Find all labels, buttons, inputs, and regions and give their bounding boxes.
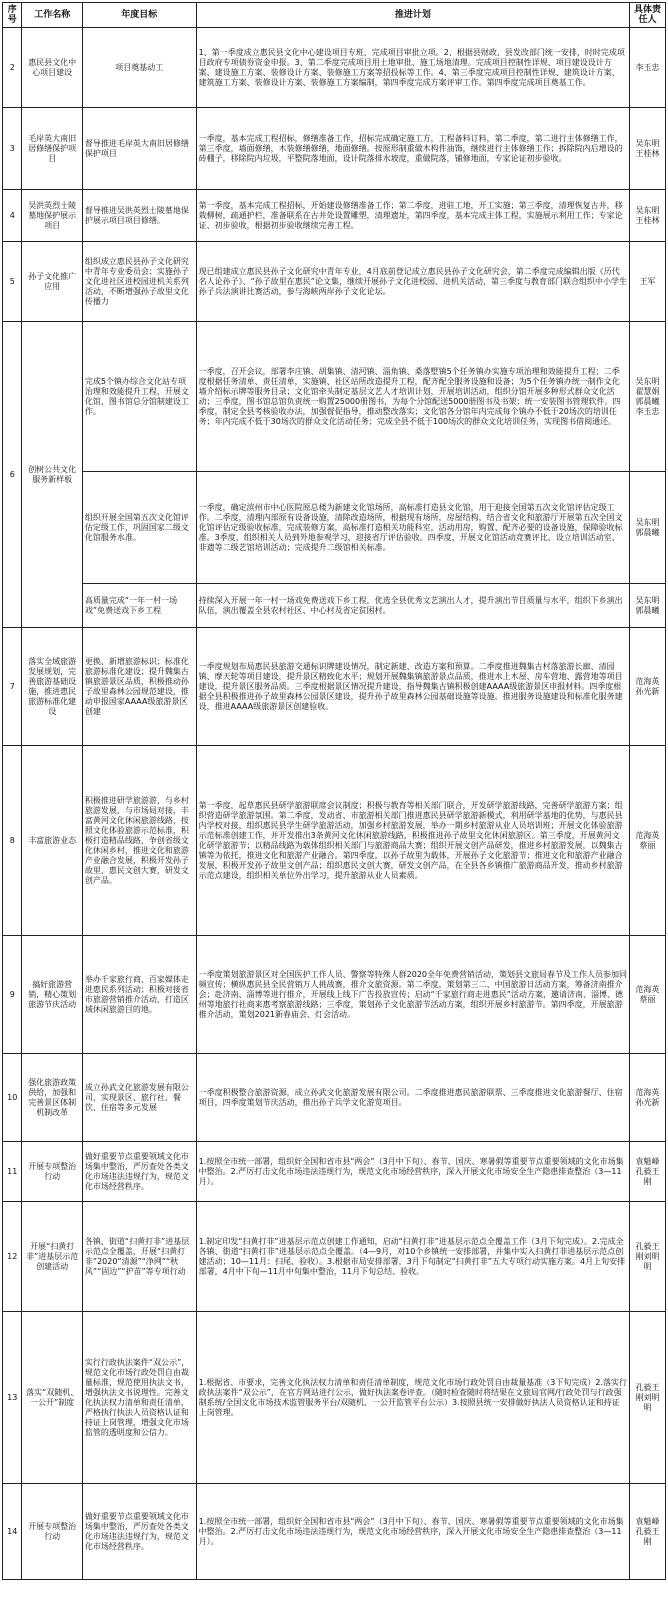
table-row [3, 1484, 666, 1580]
row-seq: 11 [3, 1142, 22, 1202]
row-goal: 督导推进吴洪英烈士陵墓地保护展示项目项目修缮。 [82, 190, 196, 242]
row-seq: 4 [3, 190, 22, 242]
row-name: 开展专项整治行动 [22, 1142, 82, 1202]
table-row [3, 472, 666, 584]
row-resp: 孔毅王刚刘明明 [630, 1202, 666, 1312]
row-plan: 1.制定印发“扫黄打非”进基层示范点创建工作通知，启动“扫黄打非”进基层示范点全覆盖工作（3月下旬完成）。2.完成全各镇、街道“扫黄打非”进基层示范点全覆盖。（4—9月，对10个乡镇统一安排部署，并集中实入扫黄打非进基层示范点创建活动；10—11月：扫尾、验收）。3.根据市局安排部署，3月下旬制定“扫黄打非”五大专项行动实施方案。4月上旬安排部署，4月中下旬—11月中旬集中整治，11月下旬总结、验收。 [196, 1202, 629, 1312]
row-seq: 2 [3, 28, 22, 108]
row-resp: 范海英蔡丽 [630, 936, 666, 1054]
row-seq: 12 [3, 1202, 22, 1312]
row-goal: 举办千家旅行商、百家媒体走进惠民系列活动；积极对接省市旅游营销推介活动，打造区域休闲旅游目的地。 [82, 936, 196, 1054]
row-goal: 更换、新增旅游标识；标准化旅游标准化建设；提升魏集古镇旅游景区品质，积极推动孙子故里森林公园规范建设，推动申报国家AAAA级旅游景区创建 [82, 628, 196, 746]
row-plan: 一季度积极整合旅游资源，成立孙武文化旅游发展有限公司。二季度推进惠民旅游联票、三季度推进文化旅游餐厅、住宿项目，四季度策划节庆活动，推出孙子兵学文化游览项目。 [196, 1054, 629, 1142]
row-goal: 积极推进研学旅游游，与乡村旅游发展，与市场局对接，丰富黄河文化休闲旅游线路，按照文化体验旅游示范标准，积极打造精品线路，争创省级文化休闲乡村，推进文化和旅游产业融合发展，积极开发孙子故里、惠民文创大赛，研发文创产品。 [82, 746, 196, 936]
row-name: 开展“扫黄打非”进基层示范创建活动 [22, 1202, 82, 1312]
row-name: 孙子文化推广应用 [22, 242, 82, 322]
row-seq: 8 [3, 746, 22, 936]
row-resp: 孔毅王刚刘明明 [630, 1312, 666, 1484]
row-resp: 吴东明王桂林 [630, 108, 666, 190]
row-name: 强化旅游政策供给，加强和完善景区体制机制改革 [22, 1054, 82, 1142]
row-name: 毛岸英大南旧居修缮保护项目 [22, 108, 82, 190]
row-goal: 督导推进毛岸英大南旧居修缮保护项目 [82, 108, 196, 190]
row-plan: 一季度，确定滨州市中心医院原总楼为新建文化馆场所，高标准打造县文化馆，用于迎接全国第五次文化馆评估定级工作。二季度，清理内部原有设备设施，清除改造场所，根据现有场所，房屋结构，结合省文化和旅游厅开展第五次全国文化馆评估定级验收标准，完成装修方案，高标准打造相关功能科室，活动用房，购置、配齐必要的设备设施，保障验收标准。3季度，组织相关人员到外地参观学习，迎接省厅评估验收。四季度，开展文化馆活动竞赛评比、设立培训活动室、非遗等二级艺馆培训活动；完成提升二级馆相关标准。 [196, 472, 629, 584]
header-plan: 推进计划 [196, 3, 629, 28]
row-goal: 做好重要节点重要领域文化市场集中整治，严厉查处各类文化市场违法违规行为，规范文化市场经营秩序。 [82, 1484, 196, 1580]
row-plan: 第一季度，起草惠民县研学旅游联席会议制度；积极与教育等相关部门联合，开发研学旅游线路，完善研学旅游方案；组织营造研学旅游氛围。第二季度，发动省、市旅游相关部门推进惠民县研学旅游新模式，利用研学基地的优势，与惠民县内学校对接，组织惠民县学生研学旅游活动，加强乡村旅游发展，举办一期乡村旅游从业人员培训班；开展文化体验旅游示范标准创建工作，并开发推出3条黄河文化休闲旅游线路，积极推进孙子故里文化休闲旅游区。第三季度，开展黄河文化研学旅游节；以精品线路为载体组织相关部门与旅游商品大赛；组织开展文创产品研发，推进乡村旅游发展，以魏集古镇等为依托，推进文化和旅游产业融合。第四季度，以孙子故里为载体，开展孙子文化旅游节；推进文化和旅游产业融合发展，积极开发孙子故里文创产品；组织惠民文创大赛，研发文创产品，在全县各乡镇推广旅游商品开发，推动乡村旅游示范点建设，组织相关单位外出学习，提升旅游从业人员素质。 [196, 746, 629, 936]
row-seq: 3 [3, 108, 22, 190]
row-resp: 李玉忠 [630, 28, 666, 108]
table-row [3, 584, 666, 628]
table-row [3, 628, 666, 746]
row-resp: 范海英孙光新 [630, 1054, 666, 1142]
row-plan: 1.按照全市统一部署，组织好全国和省市县“两会”（3月中下旬）、春节、国庆、寒暑假等重要节点重要领域的文化市场集中整治。2.严厉打击文化市场违法违规行为，规范文化市场经营秩序，深入开展文化市场安全生产隐患排查整治（3—11月）。 [196, 1142, 629, 1202]
header-seq: 序号 [3, 3, 22, 28]
row-name: 落实“双随机、一公开”制度 [22, 1312, 82, 1484]
table-header-row [3, 3, 666, 28]
row-name: 落实全域旅游发展规划，完善旅游基础设施，推进惠民旅游标准化建设 [22, 628, 82, 746]
row-name: 丰富旅游业态 [22, 746, 82, 936]
row-goal: 成立孙武文化旅游发展有限公司，实现景区、旅行社、餐饮、住宿等多元发展 [82, 1054, 196, 1142]
header-goal: 年度目标 [82, 3, 196, 28]
row-plan: 一季度策划旅游景区对全国医护工作人员、警察等特殊人群2020全年免费营销活动，策划县文旅局春节及工作人员参加同频宣传；横纵惠民县全民营销万人挑战赛，推介文旅资源。第二季度，策划第三二、中国旅游日活动方案，筹备济南推介会；赴济南、淄博等进行推介，开展线上线下广告投放宣传；启动“千家旅行商走进惠民”活动方案，邀请济南、淄博、德州等地旅行社商来惠考察旅游线路；三季度，策划孙子文化旅游节活动方案，组织开展乡村旅游节。第四季度，开展旅游推介活动，策划2021新春庙会、灯会活动。 [196, 936, 629, 1054]
table-row [3, 322, 666, 472]
row-seq: 6 [3, 322, 22, 628]
row-resp: 吴东明王桂林 [630, 190, 666, 242]
row-resp: 袁魁峰孔毅王刚 [630, 1142, 666, 1202]
row-plan: 第一季度，基本完成工程招标，开始建设修缮准备工作；第二季度，进驻工地，开工实施；第三季度，清理恢复古井，移栽柳树，疏通护栏，准备联系在古井处设置雕塑，清理遗址，第四季度，基本完成主体工程，实施展示利用工作；专家论证、初步验收，根据初步验收继续完善工程。 [196, 190, 629, 242]
row-seq: 7 [3, 628, 22, 746]
row-name: 开展专项整治行动 [22, 1484, 82, 1580]
row-plan: 1.按照全市统一部署，组织好全国和省市县“两会”（3月中下旬）、春节、国庆、寒暑假等重要节点重要领域的文化市场集中整治。2.严厉打击文化市场违法违规行为，规范文化市场经营秩序，深入开展文化市场安全生产隐患排查整治（3—11月）。 [196, 1484, 629, 1580]
row-goal: 高质量完成“一年一村一场戏”免费送戏下乡工程 [82, 584, 196, 628]
row-plan: 一季度，召开会议，部署李庄镇、胡集镇、清河镇、淄角镇、桑落墅镇5个任务镇办实施专项治理和效能提升工程；二季度根据任务清单、责任清单，实施镇、社区站所改造提升工程，配齐配全服务设施和设备；为5个任务镇办统一制作文化墙介绍标示牌等服务目录；文化馆牵头制定基层文艺人才培训计划，开展培训活动，组织分馆开展多种形式群众文化活动；三季度，图书馆总馆负责统一购置25000册图书，为每个分馆配送5000册图书及书架；统一安装图书管理软件。四季度，制定全县考核验收办法，加强督促指导，推动整改落实；文化馆各分馆年内完成每个镇办不低于20场次的培训任务；年内完成不低于30场次的群众文化活动任务；完成全县不低于100场次的群众文化培训任务，实现图书借阅通还。 [196, 322, 629, 472]
row-resp: 王军 [630, 242, 666, 322]
table-row [3, 746, 666, 936]
header-name: 工作名称 [22, 3, 82, 28]
row-plan: 1.根据省、市要求，完善文化执法权力清单和责任清单制度，规范文化市场行政处罚自由裁量基准（3下旬完成）2.落实行政执法案件“双公示”，在官方网站进行公示，做好执法案卷评查。（随时检查随时将结果在文旅局官网/行政处罚与行政强制系统/全国文化市场技术监管服务平台/双随机、一公开监管平台公示）3.按照县统一安排做好执法人员资格认证和持证上岗管理。 [196, 1312, 629, 1484]
row-resp: 吴东明郭晨曦 [630, 584, 666, 628]
row-name: 吴洪英烈士陵墓地保护展示项目 [22, 190, 82, 242]
row-goal: 组织开展全国第五次文化馆评估定级工作，巩固国家二级文化馆服务水准。 [82, 472, 196, 584]
table-row [3, 108, 666, 190]
table-row [3, 1142, 666, 1202]
row-resp: 吴东明翟慧娟郭晨曦李玉忠 [630, 322, 666, 472]
row-resp: 范海英孙光新 [630, 628, 666, 746]
row-name: 搞好旅游营销，精心策划旅游节庆活动 [22, 936, 82, 1054]
header-resp: 具体责任人 [630, 3, 666, 28]
row-seq: 5 [3, 242, 22, 322]
table-row [3, 1202, 666, 1312]
row-goal: 做好重要节点重要领域文化市场集中整治，严厉查处各类文化市场违法违规行为，规范文化市场经营秩序。 [82, 1142, 196, 1202]
row-goal: 项目奠基动工 [82, 28, 196, 108]
row-seq: 10 [3, 1054, 22, 1142]
row-seq: 9 [3, 936, 22, 1054]
row-resp: 范海英蔡丽 [630, 746, 666, 936]
row-seq: 14 [3, 1484, 22, 1580]
row-plan: 1、第一季度成立惠民县文化中心建设项目专班，完成项目审批立项。2、根据县财政、县发改部门统一安排，时时完成项目政府专项债券资金申报。3、第二季度完成项目用土地审批、施工场地清理。完成项目控制性详规、项目建设设计方案、建设施工方案、装修设计方案、装修施工方案等招投标等工作。4、第三季度完成项目控制性详规、建筑设计方案、建筑施工方案、装修设计方案、装修施工方案编制，第四季度完成方案评审工作。第四季度完成项目奠基工作。 [196, 28, 629, 108]
row-goal: 实行行政执法案件“双公示”，规范文化市场行政处罚自由裁量标准，规范使用执法文书，增强执法文书说理性。完善文化执法权力清单和责任清单，严格执行执法人员资格认证和持证上岗管理，增强文化市场监管的透明度和公信力。 [82, 1312, 196, 1484]
row-goal: 完成5个镇办综合文化站专项治理和效能提升工程，开展文化馆、图书馆总分馆制建设工作。 [82, 322, 196, 472]
row-plan: 一季度规划布局惠民县旅游交通标识牌建设情况，制定新建、改造方案和预算。二季度推进魏集古村落旅游长廊、清园镇、摩天轮等项目建设，提升景区精致化水平；规划开展魏集镇旅游景点品质，推进水上木屋、房车营地、露营地等项目建设，提升景区服务品质。三季度根据景区情况提升建设，指导魏集古镇积极创建AAAA级旅游景区申报材料。四季度根据全县积极推进孙子故里森林公园景区建设，提升孙子故里森林公园基础设施等设施。推进服务设施建设和标准化服务建设，推进AAAA级旅游景区创建验收。 [196, 628, 629, 746]
row-plan: 持续深入开展一年一村一场戏免费送戏下乡工程，优选全县优秀文艺演出人才，提升演出节目质量与水平，组织下乡演出队伍，演出覆盖全县农村社区、中心村及省定贫困村。 [196, 584, 629, 628]
row-plan: 现已组建成立惠民县孙子文化研究中青年专业，4月底前登记成立惠民县孙子文化研究会，第二季度完成编辑出版《历代名人论孙子》、“孙子故里在惠民”论文集，继续开展孙子文化进校园、进机关活动，第三季度与教育部门联合组织中小学生孙子兵法演讲比赛活动，参与海峡两岸孙子文化论坛。 [196, 242, 629, 322]
work-plan-table [2, 2, 666, 1580]
row-goal: 各镇、街道“扫黄打非”进基层示范点全覆盖，开展“扫黄打非”2020“清源”“净网”“秋风”“固边”“护苗”等专项行动 [82, 1202, 196, 1312]
table-row [3, 242, 666, 322]
table-row [3, 1312, 666, 1484]
row-resp: 袁魁峰孔毅王刚 [630, 1484, 666, 1580]
row-resp: 吴东明郭晨曦 [630, 472, 666, 584]
row-seq: 13 [3, 1312, 22, 1484]
row-name: 惠民县文化中心项目建设 [22, 28, 82, 108]
table-row [3, 28, 666, 108]
table-row [3, 1054, 666, 1142]
row-name: 创树公共文化服务新样板 [22, 322, 82, 628]
table-row [3, 190, 666, 242]
row-plan: 一季度，基本完成工程招标，修缮准备工作，招标完成确定施工方，工程备料订料，第二季度，第二进行主体修缮工作，第三季度，墙面修缮，木装修缮修缮，地面修缮。按原形制重做木构件油饰，继续进行主体修缮工作；拆除院内后增设的砖棚子，移除院内垃圾，平整院落地面，设计院落排水坡度，重做院落，铺修地面，专家论证初步验收。 [196, 108, 629, 190]
table-row [3, 936, 666, 1054]
row-goal: 组织成立惠民县孙子文化研究中青年专业委员会；实施孙子文化进社区进校园进机关系列活动，不断增强孙子故里文化传播力 [82, 242, 196, 322]
